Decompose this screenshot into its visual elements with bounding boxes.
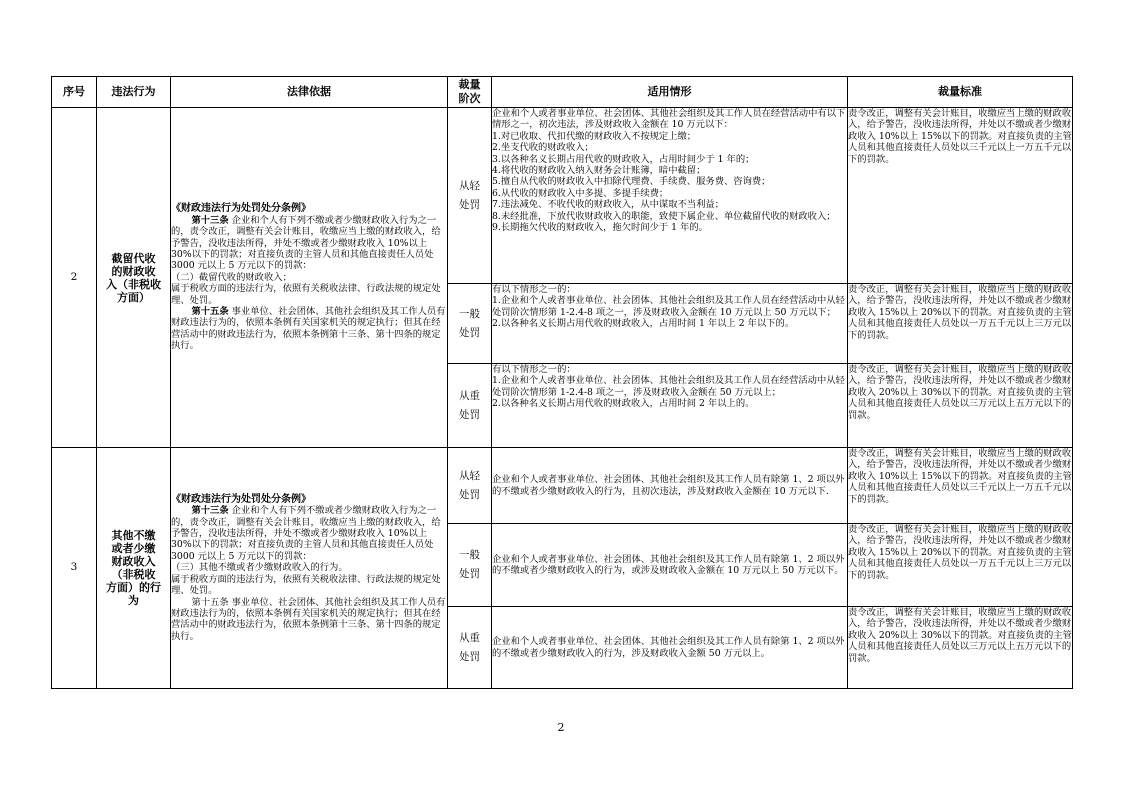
situation-line: 有以下情形之一的： bbox=[492, 284, 576, 295]
article-15-label: 第十五条 bbox=[191, 306, 229, 318]
header-law: 法律依据 bbox=[171, 77, 448, 108]
situation-line: 企业和个人或者事业单位、社会团体、其他社会组织及其工作人员有除第 1、2 项以外的不缴或者少缴财政收入的行为，或涉及财政收入金额在 10 万元以上 50 万元以下。 bbox=[492, 553, 845, 576]
penalty-standard: 责令改正，调整有关会计账目，收缴应当上缴的财政收入，给予警告，没收违法所得，并处以不缴或者少缴财政收入 15%以上 20%以下的罚款。对直接负责的主管人员和其他直接责任人员处以一万五千元以上三万元以下的罚款。 bbox=[848, 524, 1073, 607]
violation-act-line: 入（非税收 bbox=[106, 277, 161, 291]
violation-act-line: 方面）的行 bbox=[106, 581, 161, 594]
violation-act-line: 截留代收 bbox=[111, 251, 156, 265]
law-title: 《财政违法行为处罚处分条例》 bbox=[171, 203, 311, 215]
penalty-level-line: 从重 bbox=[459, 631, 480, 644]
tax-clause: 属于税收方面的违法行为，依照有关税收法律、行政法规的规定处理、处罚。 bbox=[171, 573, 441, 597]
tax-clause: 属于税收方面的违法行为，依照有关税收法律、行政法规的规定处理、处罚。 bbox=[171, 283, 441, 306]
situation-line: 6.从代收的财政收入中多提、多提手续费； bbox=[492, 187, 669, 199]
applicable-situation bbox=[492, 448, 848, 524]
violation-act-line: （非税收 bbox=[111, 568, 156, 581]
penalty-level-line: 处罚 bbox=[459, 198, 480, 211]
penalty-level-line: 从重 bbox=[459, 389, 480, 402]
penalty-standard: 责令改正，调整有关会计账目，收缴应当上缴的财政收入，给予警告，没收违法所得，并处以不缴或者少缴财政收入 20%以上 30%以下的罚款。对直接负责的主管人员和其他直接责任人员处以三万元以上五万元以下的罚款。 bbox=[848, 607, 1073, 689]
situation-line: 企业和个人或者事业单位、社会团体、其他社会组织及其工作人员有除第 1、2 项以外的不缴或者少缴财政收入的行为，且初次违法，涉及财政收入金额在 10 万元以下. bbox=[492, 474, 845, 497]
legal-basis bbox=[171, 448, 448, 689]
penalty-level-line: 处罚 bbox=[459, 326, 480, 339]
penalty-level-line: 一般 bbox=[459, 549, 480, 561]
situation-line: 5.擅自从代收的财政收入中扣除代理费、手续费、服务费、咨询费； bbox=[492, 176, 771, 188]
table-row bbox=[52, 108, 1073, 284]
situation-line: 2.以各种名义长期占用代收的财政收入，占用时间 2 年以上的。 bbox=[492, 398, 755, 410]
situation-line: 1.企业和个人或者事业单位、社会团体、其他社会组织及其工作人员在经营活动中从轻处罚阶次情形第 1-2.4-8 项之一，涉及财政收入金额在 50 万元以上； bbox=[492, 375, 845, 398]
article-13 bbox=[171, 505, 447, 562]
article-15-text: 事业单位、社会团体、其他社会组织及其工作人员有财政违法行为的，依照本条例有关国家机关的规定执行；但其在经营活动中的财政违法行为，依照本条例第十三条、第十四条的规定执行。 bbox=[171, 596, 446, 642]
violation-act-line: 为 bbox=[128, 594, 139, 607]
penalty-level-line: 从轻 bbox=[459, 179, 480, 192]
situation-line: 1.对已收取、代扣代缴的财政收入不按规定上缴； bbox=[492, 130, 697, 142]
article-15 bbox=[171, 306, 447, 352]
applicable-situation bbox=[492, 108, 848, 284]
penalty-standard: 责令改正，调整有关会计账目，收缴应当上缴的财政收入，给予警告，没收违法所得，并处以不缴或者少缴财政收入 10%以上 15%以下的罚款。对直接负责的主管人员和其他直接责任人员处以三千元以上一万五千元以下的罚款。 bbox=[848, 108, 1073, 284]
article-13-label: 第十三条 bbox=[191, 505, 229, 517]
situation-line: 8.未经批准，下放代收财政收入的职能，致使下属企业、单位截留代收的财政收入； bbox=[492, 210, 836, 222]
situation-line: 7.违法减免、不收代收的财政收入，从中谋取不当利益； bbox=[492, 199, 724, 211]
header-situation: 适用情形 bbox=[492, 77, 848, 108]
page-number: 2 bbox=[557, 721, 565, 734]
violation-act bbox=[97, 448, 171, 689]
penalty-level-line: 从轻 bbox=[459, 469, 480, 482]
article-13 bbox=[171, 215, 447, 272]
header-level-line-2: 阶次 bbox=[458, 92, 481, 105]
header-level bbox=[448, 77, 492, 108]
situation-line: 2.以各种名义长期占用代收的财政收入，占用时间 1 年以上 2 年以下的。 bbox=[492, 318, 795, 330]
penalty-standard: 责令改正，调整有关会计账目，收缴应当上缴的财政收入，给予警告，没收违法所得，并处以不缴或者少缴财政收入 15%以上 20%以下的罚款。对直接负责的主管人员和其他直接责任人员处以一万五千元以上三万元以下的罚款。 bbox=[848, 284, 1073, 364]
situation-line: 3.以各种名义长期占用代收的财政收入，占用时间少于 1 年的； bbox=[492, 153, 755, 165]
situation-line: 2.坐支代收的财政收入； bbox=[492, 142, 594, 154]
table-row bbox=[52, 448, 1073, 524]
penalty-level bbox=[448, 108, 492, 284]
situation-line: 4.将代收的财政收入纳入财务会计账簿，暗中截留； bbox=[492, 165, 706, 177]
article-13-label: 第十三条 bbox=[191, 214, 229, 226]
situation-line: 有以下情形之一的： bbox=[492, 364, 576, 375]
violation-act-line: 的财政收 bbox=[111, 264, 156, 278]
violation-act-line: 财政收入 bbox=[111, 555, 156, 568]
article-15-label: 第十五条 bbox=[191, 596, 229, 608]
penalty-level-line: 一般 bbox=[459, 307, 480, 320]
applicable-situation bbox=[492, 364, 848, 448]
row-index: 3 bbox=[52, 448, 97, 689]
penalty-level-line: 处罚 bbox=[459, 488, 480, 501]
header-level-line-1: 裁量 bbox=[458, 78, 481, 91]
table-body bbox=[52, 108, 1073, 689]
situation-line: 企业和个人或者事业单位、社会团体、其他社会组织及其工作人员有除第 1、2 项以外的不缴或者少缴财政收入的行为，涉及财政收入金额 50 万元以上。 bbox=[492, 636, 845, 659]
applicable-situation bbox=[492, 284, 848, 364]
penalty-level-line: 处罚 bbox=[459, 408, 480, 421]
violation-act-line: 其他不缴 bbox=[111, 529, 156, 542]
header-act: 违法行为 bbox=[97, 77, 171, 108]
applicable-situation bbox=[492, 607, 848, 689]
penalty-level-line: 处罚 bbox=[459, 650, 480, 663]
article-13-item: （二）截留代收的财政收入； bbox=[171, 271, 292, 283]
article-13-item: （三）其他不缴或者少缴财政收入的行为。 bbox=[171, 562, 348, 574]
applicable-situation bbox=[492, 524, 848, 607]
penalty-standard: 责令改正，调整有关会计账目，收缴应当上缴的财政收入，给予警告，没收违法所得，并处以不缴或者少缴财政收入 10%以上 15%以下的罚款。对直接负责的主管人员和其他直接责任人员处以三千元以上一万五千元以下的罚款。 bbox=[848, 448, 1073, 524]
row-index: 2 bbox=[52, 108, 97, 448]
article-15 bbox=[171, 597, 447, 643]
penalty-level bbox=[448, 448, 492, 524]
law-title: 《财政违法行为处罚处分条例》 bbox=[171, 493, 311, 505]
article-13-text: 企业和个人有下列不缴或者少缴财政收入行为之一的，责令改正，调整有关会计账目，收缴应当上缴的财政收入，给予警告，没收违法所得，并处不缴或者少缴财政收入 10%以上 30%以下的罚款；对直接负责的主管人员和其他直接责任人员处 3000 元以上 5 万元以下的罚款： bbox=[171, 214, 441, 272]
penalty-level bbox=[448, 364, 492, 448]
legal-basis bbox=[171, 108, 448, 448]
penalty-level bbox=[448, 607, 492, 689]
situation-line: 1.企业和个人或者事业单位、社会团体、其他社会组织及其工作人员在经营活动中从轻处罚阶次情形第 1-2.4-8 项之一，涉及财政收入金额在 10 万元以上 50 万元以下； bbox=[492, 295, 845, 318]
penalty-table bbox=[51, 76, 1073, 689]
violation-act-line: 或者少缴 bbox=[111, 542, 156, 555]
violation-act bbox=[97, 108, 171, 448]
situation-line: 9.长期拖欠代收的财政收入，拖欠时间少于 1 年的。 bbox=[492, 222, 708, 234]
situation-line: 企业和个人或者事业单位、社会团体、其他社会组织及其工作人员在经营活动中有以下情形之一，初次违法，涉及财政收入金额在 10 万元以下： bbox=[492, 108, 846, 131]
article-13-text: 企业和个人有下列不缴或者少缴财政收入行为之一的，责令改正，调整有关会计账目，收缴应当上缴的财政收入，给予警告，没收违法所得，并处不缴或者少缴财政收入 10%以上 30%以下的罚款；对直接负责的主管人员和其他直接责任人员处 3000 元以上 5 万元以下的罚款： bbox=[171, 505, 441, 562]
header-index: 序号 bbox=[52, 77, 97, 108]
penalty-level-line: 处罚 bbox=[459, 568, 480, 580]
article-15-text: 事业单位、社会团体、其他社会组织及其工作人员有财政违法行为的，依照本条例有关国家机关的规定执行；但其在经营活动中的财政违法行为，依照本条例第十三条、第十四条的规定执行。 bbox=[171, 306, 446, 352]
penalty-level bbox=[448, 284, 492, 364]
header-row bbox=[52, 77, 1073, 108]
violation-act-line: 方面） bbox=[117, 290, 150, 304]
penalty-level bbox=[448, 524, 492, 607]
penalty-standard: 责令改正，调整有关会计账目，收缴应当上缴的财政收入，给予警告，没收违法所得，并处以不缴或者少缴财政收入 20%以上 30%以下的罚款。对直接负责的主管人员和其他直接责任人员处以三万元以上五万元以下的罚款。 bbox=[848, 364, 1073, 448]
header-standard: 裁量标准 bbox=[848, 77, 1073, 108]
